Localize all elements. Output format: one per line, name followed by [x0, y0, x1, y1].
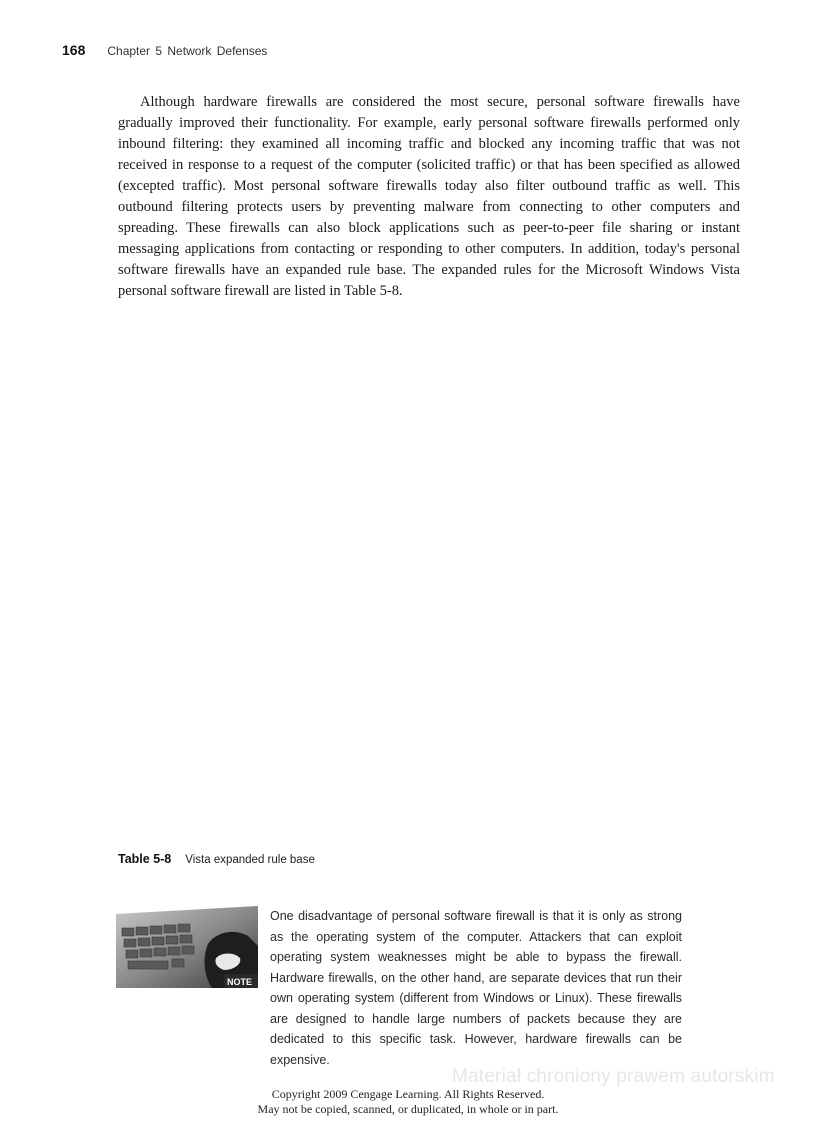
- copyright-line-2: May not be copied, scanned, or duplicated, in whole or in part.: [257, 1102, 559, 1116]
- chapter-title: Chapter 5 Network Defenses: [107, 44, 268, 58]
- running-header: [62, 42, 267, 62]
- copyright-line-1: Copyright 2009 Cengage Learning. All Rights Reserved.: [271, 1087, 545, 1101]
- watermark: Materiał chroniony prawem autorskim: [452, 1066, 775, 1087]
- body-paragraph: Although hardware firewalls are considered the most secure, personal software firewalls have gradually improved their functionality. For example, early personal software firewalls performed only inbound filtering: they examined all incoming traffic and blocked any incoming traffic that was not received in response to a request of the computer (solicited traffic) or that has been specified as allowed (excepted traffic). Most personal software firewalls today also filter outbound traffic as well. This outbound filtering protects users by preventing malware from connecting to other computers and spreading. These firewalls can also block applications such as peer-to-peer file sharing or instant messaging applications from contacting or responding to other computers. In addition, today's personal software firewalls have an expanded rule base. The expanded rules for the Microsoft Windows Vista personal software firewall are listed in Table 5-8.: [118, 94, 740, 299]
- table-caption: [118, 852, 315, 866]
- keyboard-hand-icon: [116, 906, 258, 988]
- copyright-notice: [0, 1087, 816, 1117]
- note-image: [116, 906, 258, 988]
- note-text: One disadvantage of personal software firewall is that it is only as strong as the operating system of the computer. Attackers that can exploit operating system weaknesses might be able to bypass the firewall. Hardware firewalls, on the other hand, are separate devices that run their own operating system (different from Windows or Linux). These firewalls are designed to handle large numbers of packets because they are dedicated to this specific task. However, hardware firewalls can be expensive.: [270, 909, 682, 1067]
- note-badge: NOTE: [227, 977, 253, 987]
- page-number: 168: [62, 42, 86, 58]
- table-label: Table 5-8: [118, 852, 172, 866]
- table-title: Vista expanded rule base: [185, 854, 315, 866]
